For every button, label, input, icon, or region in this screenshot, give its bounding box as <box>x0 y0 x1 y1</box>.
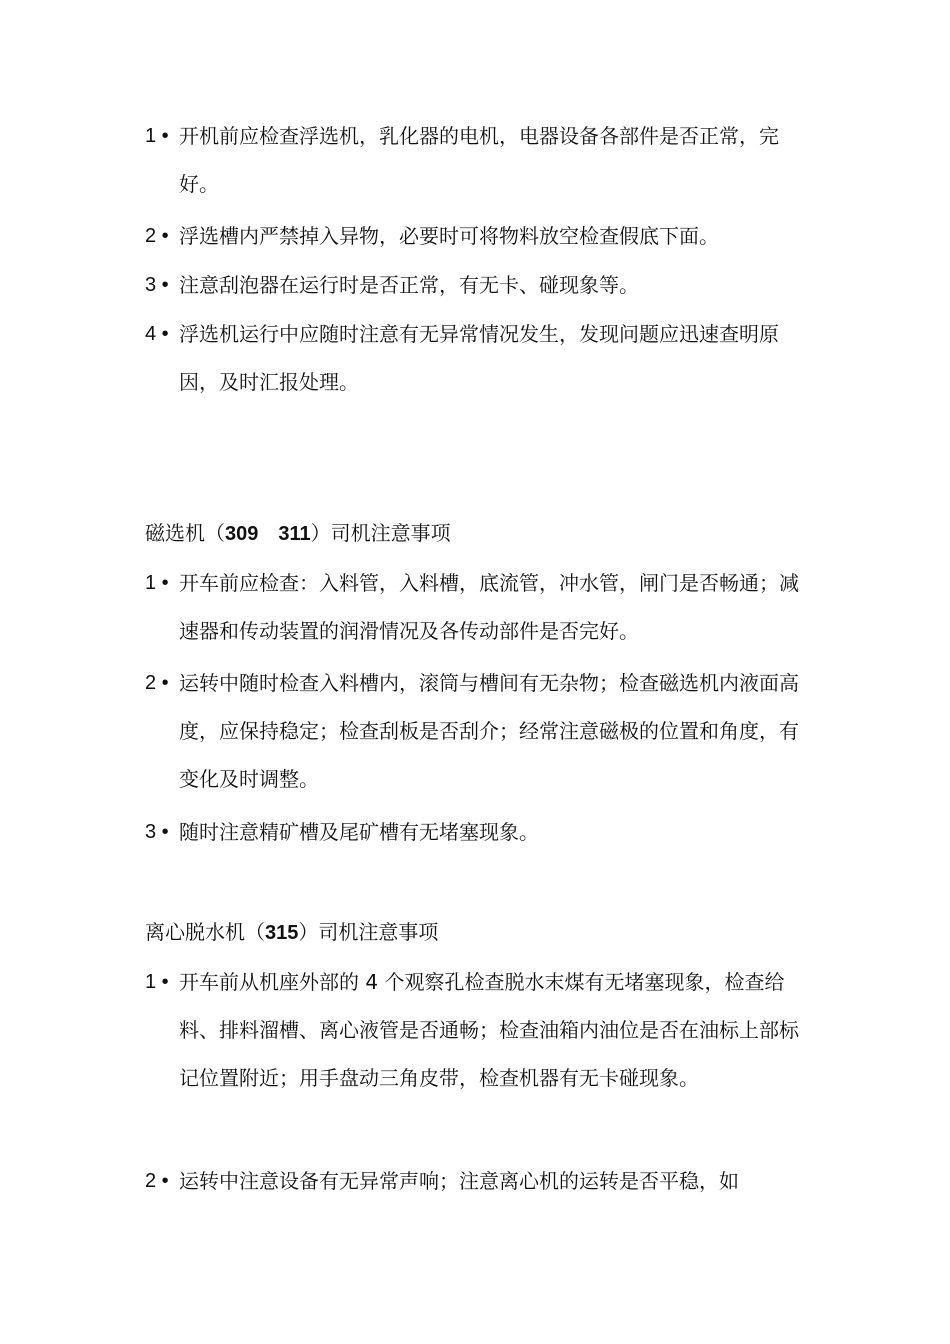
list-item <box>145 212 815 260</box>
heading-code: 309 311 <box>225 523 311 545</box>
item-number: 4 • <box>145 323 169 345</box>
list-item <box>145 808 815 856</box>
item-text: 开机前应检查浮选机，乳化器的电机，电器设备各部件是否正常，完好。 <box>179 124 779 196</box>
list-item <box>145 310 815 406</box>
item-text: 浮选槽内严禁掉入异物，必要时可将物料放空检查假底下面。 <box>179 224 719 248</box>
list-item <box>145 112 815 208</box>
item-text: 开车前应检查：入料管，入料槽，底流管，冲水管，闸门是否畅通；减速器和传动装置的润滑情况及各传动部件是否完好。 <box>179 571 799 643</box>
item-text: 运转中随时检查入料槽内，滚筒与槽间有无杂物；检查磁选机内液面高度，应保持稳定；检查刮板是否刮介；经常注意磁极的位置和角度，有变化及时调整。 <box>179 671 799 791</box>
list-item <box>145 958 815 1102</box>
item-number: 1 • <box>145 125 169 147</box>
item-number: 3 • <box>145 821 169 843</box>
heading-prefix: 磁选机（ <box>145 521 225 545</box>
heading-suffix: ）司机注意事项 <box>298 920 439 944</box>
heading-suffix: ）司机注意事项 <box>310 521 451 545</box>
item-number: 2 • <box>145 1170 169 1192</box>
item-text: 注意刮泡器在运行时是否正常，有无卡、碰现象等。 <box>179 273 639 297</box>
list-item <box>145 261 815 309</box>
list-item <box>145 659 815 803</box>
item-number: 1 • <box>145 572 169 594</box>
item-number: 1 • <box>145 971 169 993</box>
list-item <box>145 559 815 655</box>
heading-code: 315 <box>265 922 299 944</box>
item-text: 随时注意精矿槽及尾矿槽有无堵塞现象。 <box>179 820 539 844</box>
item-number: 3 • <box>145 274 169 296</box>
section-heading <box>145 509 451 558</box>
list-item <box>145 1157 815 1205</box>
heading-prefix: 离心脱水机（ <box>145 920 265 944</box>
item-number: 2 • <box>145 672 169 694</box>
section-heading <box>145 908 438 957</box>
item-text: 开车前从机座外部的 4 个观察孔检查脱水末煤有无堵塞现象，检查给料、排料溜槽、离心液管是否通畅；检查油箱内油位是否在油标上部标记位置附近；用手盘动三角皮带，检查机器有无卡碰现象。 <box>179 970 799 1090</box>
item-text: 浮选机运行中应随时注意有无异常情况发生，发现问题应迅速查明原因，及时汇报处理。 <box>179 322 779 394</box>
item-text: 运转中注意设备有无异常声响；注意离心机的运转是否平稳，如 <box>179 1169 739 1193</box>
item-number: 2 • <box>145 225 169 247</box>
